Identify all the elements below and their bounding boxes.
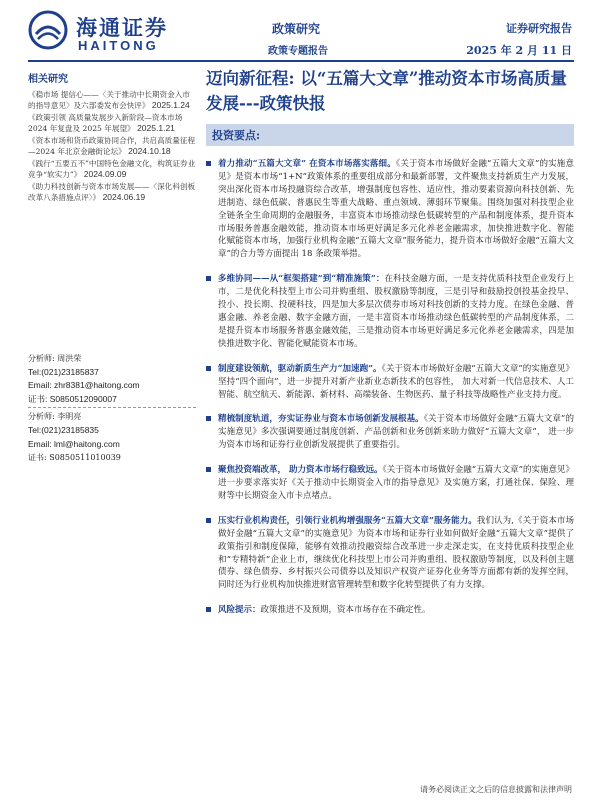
key-point-lead: 精梳制度轨道，夯实证券业与资本市场创新发展根基。 [218,414,424,425]
related-research-item[interactable] [28,135,196,157]
related-research-text: 《资本市场和货币政策协同合作，共启高质量征程—2024 年北京金融街论坛》 [28,136,196,156]
key-point-body: 《关于资本市场做好金融“五篇大文章”的实施意见》 坚持“四个面向”，进一步提升对新产业新业态新技术的包容性， 加大对新一代信息技术、人工智能、航空航天、新能源、新材料、高端装备、生物医药、量子科技等战略性产业支持力度。 [218,363,574,400]
logo-chinese-name: 海通证券 [76,15,168,40]
document-type: 政策研究 [272,22,321,36]
related-research-date: 2024.06.19 [102,192,146,202]
related-research-item[interactable] [28,89,196,111]
key-point-lead: 着力推动“五篇大文章” 在资本市场落实落细。 [218,159,396,169]
analyst-cert: 证书: S0850512090007 [28,393,117,404]
key-point-paragraph [206,273,574,350]
key-point-body: 《关于资本市场做好金融“五篇大文章”的实施意见》 进一步要求落实好《关于推动中长期资金入市的指导意见》及实施方案，打通社保、保险、理财等中长期资金入市卡点堵点。 [218,465,574,501]
related-research-item[interactable] [28,181,196,203]
key-point-body: 我们认为,《关于资本市场做好金融“五篇大文章”的实施意见》为资本市场和证券行业如何做好金融“五篇大文章”提供了政策指引和制度保障，能够有效推动投融资综合改革进一步走深走实，在支持优质科技型企业和“专精特新”企业上市，继续优化科技型上市公司并购重组、股权激励等制度，以及科创主题债券、绿色债券、乡村振兴公司债券以及知识产权资产证券化业务等方面都有新的发挥空间，同时还为行业机构加快推进财富管理转型和数字化转型提供了有力支撑。 [218,515,574,591]
analyst-tel: Tel:(021)23185835 [28,424,99,435]
key-point-paragraph [206,464,574,503]
related-research-date: 2025.1.21 [137,123,175,133]
related-research-item[interactable] [28,112,196,134]
key-point-paragraph [206,363,574,402]
square-bullet-icon [206,416,211,421]
key-point-lead: 聚焦投资端改革， 助力资本市场行稳致远。 [218,465,383,476]
report-header [0,0,600,60]
key-point-body: 《关于资本市场做好金融“五篇大文章”的实施意见》多次强调要通过制度创新、产品创新和业务创新来助力做好“五篇大文章”， 进一步为资本市场和证券行业创新发展提供了重要指引。 [218,414,574,451]
related-research-text: 《助力科技创新与资本市场发展——〈深化科创板改革八条措施点评〉》 [28,182,196,202]
related-research-title: 相关研究 [28,74,68,85]
related-research-text: 《践行“五要五不”中国特色金融文化，构筑证券业竞争“软实力”》 [28,159,196,179]
analyst-email[interactable]: Email: lml@haitong.com [28,438,120,449]
key-point-lead: 制度建设领航，驱动新质生产力“加速跑”。 [218,363,382,374]
related-research-date: 2025.1.24 [151,100,190,110]
haitong-logo [28,10,178,54]
square-bullet-icon [206,161,211,166]
related-research-date: 2024.09.09 [83,169,127,179]
key-points-label: 投资要点: [212,129,261,142]
analyst-cert: 证书: S0850511010039 [28,453,121,463]
key-points-band [206,124,574,146]
key-point-lead: 多维协同——从“框架搭建”到“精准施策”： [218,274,385,285]
haitong-logo-icon [28,10,68,50]
report-type: 证券研究报告 [506,22,572,35]
square-bullet-icon [206,467,211,472]
analyst-divider [28,407,196,408]
key-point-lead: 压实行业机构责任，引领行业机构增强服务“五篇大文章”服务能力。 [218,515,477,526]
analyst-contacts [28,352,196,465]
risk-warning-body: 政策推进不及预期，资本市场存在不确定性。 [260,605,431,616]
header-divider [28,60,574,62]
report-date: 2025 年 2 月 11 日 [466,44,572,57]
logo-english-name: HAITONG [78,38,159,53]
related-research-date: 2024.10.18 [128,146,171,156]
risk-warning-paragraph [206,604,574,617]
analyst-tel: Tel:(021)23185837 [28,366,99,377]
related-research-text: 《政策引领 高质量发展步入新阶段—资本市场 2024 年复盘及 2025 年展望》 [28,113,183,133]
document-subtype: 政策专题报告 [268,46,328,57]
related-research [28,70,196,204]
key-point-body: 在科技金融方面，一是支持优质科技型企业发行上市，二是优化科技型上市公司并购重组、股权激励等制度，三是引导和鼓励投创投基金投早、投小、投长期、投硬科技，四是加大多层次债券市场对科技创新的支持力度。在绿色金融、普惠金融、养老金融、数字金融方面，一是丰富资本市场推动绿色低碳转型的产品制度体系，二是提升资本市场服务普惠金融效能，三是推动资本市场更好满足多元化养老金融需求，四是加快推进数字化、智能化赋能资本市场。 [218,274,574,349]
key-point-paragraph [206,158,574,261]
related-research-item[interactable] [28,158,196,180]
risk-warning-lead: 风险提示： [218,605,261,616]
report-title: 迈向新征程: 以“五篇大文章”推动资本市场高质量发展---政策快报 [206,69,567,113]
key-point-body: 《关于资本市场做好金融“五篇大文章”的实施意见》是资本市场“1+N”政策体系的重要组成部分和最新部署，文件聚焦支持新质生产力发展，突出深化资本市场投融资综合改革，增强制度包容性、适应性，推动要素资源向科技创新、先进制造、绿色低碳、普惠民生等重大战略、重点领域、薄弱环节聚集。围绕加强对科技型企业全链条全生命周期的金融服务，丰富资本市场推动绿色低碳转型的产品和制度体系，提升资本市场服务普惠金融效能，推动资本市场更好满足多元化养老金融需求，加快推进数字化、智能化赋能资本市场，加强行业机构金融“五篇大文章”服务能力，提升资本市场做好金融“五篇大文章”的合力等方面提出 18 条政策举措。 [218,159,574,260]
disclaimer-footer: 请务必阅读正文之后的信息披露和法律声明 [420,785,572,794]
key-point-paragraph [206,413,574,452]
related-research-text: 《稳市场 提信心——〈关于推动中长期资金入市的指导意见〉及六部委发布会快评》 [28,90,190,110]
analyst-email[interactable]: Email: zhr8381@haitong.com [28,380,140,391]
square-bullet-icon [206,276,211,281]
square-bullet-icon [206,366,211,371]
analyst-name: 分析师: 李明亮 [28,412,82,422]
main-content [206,66,574,617]
key-point-paragraph [206,515,574,592]
square-bullet-icon [206,518,211,523]
analyst-name: 分析师: 周洪荣 [28,354,82,363]
square-bullet-icon [206,607,211,612]
